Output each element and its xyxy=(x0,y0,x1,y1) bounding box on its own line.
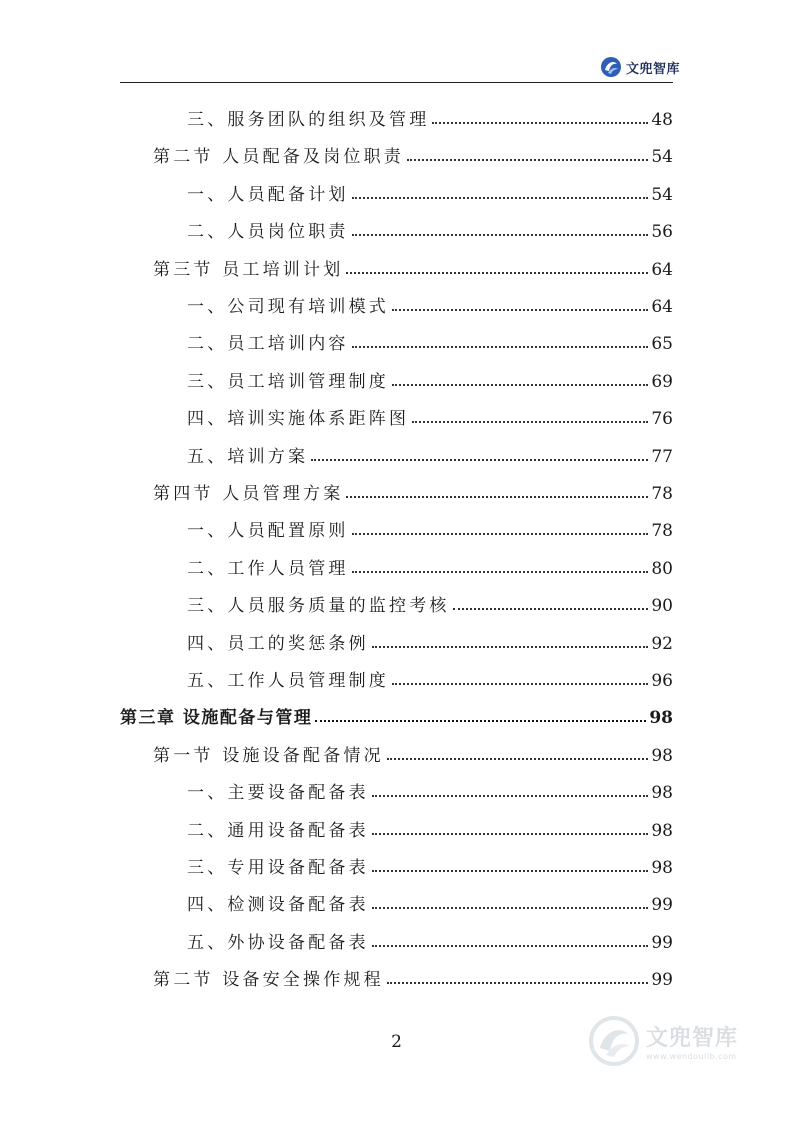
toc-page-number: 98 xyxy=(651,783,673,804)
toc-section-row[interactable] xyxy=(153,736,673,766)
toc-page-number: 56 xyxy=(651,222,673,243)
toc-entry-label: 二、工作人员管理 xyxy=(187,558,349,579)
toc-item-row[interactable] xyxy=(187,586,673,616)
logo-icon xyxy=(600,56,622,78)
toc-entry-label: 一、人员配置原则 xyxy=(187,521,349,542)
toc-dot-leader xyxy=(407,159,648,161)
toc-dot-leader xyxy=(352,571,649,573)
toc-dot-leader xyxy=(372,833,649,835)
toc-item-row[interactable] xyxy=(187,549,673,579)
toc-entry-label: 五、工作人员管理制度 xyxy=(187,671,389,691)
toc-page-number: 90 xyxy=(651,596,673,617)
toc-item-row[interactable] xyxy=(187,624,673,654)
page-number: 2 xyxy=(391,1032,402,1052)
toc-dot-leader xyxy=(352,533,649,535)
toc-item-row[interactable] xyxy=(187,923,673,953)
toc-section-row[interactable] xyxy=(153,960,673,990)
header-divider xyxy=(120,82,673,83)
toc-page-number: 64 xyxy=(651,259,673,280)
toc-dot-leader xyxy=(392,683,648,685)
toc-page-number: 98 xyxy=(651,820,673,841)
toc-dot-leader xyxy=(372,795,649,797)
toc-dot-leader xyxy=(315,720,646,722)
toc-dot-leader xyxy=(392,309,648,311)
toc-dot-leader xyxy=(387,758,649,760)
toc-dot-leader xyxy=(352,346,649,348)
toc-item-row[interactable] xyxy=(187,362,673,392)
toc-page-number: 99 xyxy=(651,895,673,916)
toc-dot-leader xyxy=(387,982,649,984)
watermark-title: 文兜智库 xyxy=(646,1026,739,1051)
toc-entry-label: 一、人员配备计划 xyxy=(187,184,349,205)
watermark-logo-icon xyxy=(588,1015,640,1067)
toc-item-row[interactable] xyxy=(187,811,673,841)
watermark-url: www.wendoulib.com xyxy=(646,1052,737,1061)
toc-entry-label: 第二节 设备安全操作规程 xyxy=(153,970,384,991)
toc-item-row[interactable] xyxy=(187,661,673,691)
toc-entry-label: 第一节 设施设备配备情况 xyxy=(153,745,384,766)
toc-entry-label: 第四节 人员管理方案 xyxy=(153,484,344,504)
toc-item-row[interactable] xyxy=(187,773,673,803)
watermark xyxy=(588,1015,738,1067)
toc-item-row[interactable] xyxy=(187,324,673,354)
toc-page-number: 76 xyxy=(651,409,673,430)
toc-entry-label: 五、培训方案 xyxy=(187,446,309,467)
toc-chapter-row[interactable] xyxy=(120,698,673,728)
toc-entry-label: 三、专用设备配备表 xyxy=(187,858,369,878)
toc-entry-label: 第二节 人员配备及岗位职责 xyxy=(153,147,405,168)
toc-page-number: 48 xyxy=(651,110,673,130)
toc-dot-leader xyxy=(346,496,648,498)
toc-entry-label: 一、公司现有培训模式 xyxy=(187,297,389,317)
toc-page-number: 77 xyxy=(651,446,673,467)
toc-item-row[interactable] xyxy=(187,437,673,467)
toc-section-row[interactable] xyxy=(153,474,673,504)
toc-page-number: 99 xyxy=(651,932,673,953)
toc-item-row[interactable] xyxy=(187,212,673,242)
toc-page-number: 99 xyxy=(651,970,673,991)
toc-page-number: 98 xyxy=(651,858,673,878)
toc-dot-leader xyxy=(352,197,649,199)
toc-dot-leader xyxy=(453,608,649,610)
toc-page-number: 80 xyxy=(651,558,673,579)
toc-item-row[interactable] xyxy=(187,287,673,317)
toc-item-row[interactable] xyxy=(187,100,673,130)
toc-dot-leader xyxy=(311,459,648,461)
toc-item-row[interactable] xyxy=(187,511,673,541)
toc-page-number: 78 xyxy=(651,484,673,504)
toc-entry-label: 四、检测设备配备表 xyxy=(187,895,369,916)
toc-entry-label: 四、员工的奖惩条例 xyxy=(187,633,369,654)
toc-entry-label: 第三节 员工培训计划 xyxy=(153,259,344,280)
toc-item-row[interactable] xyxy=(187,175,673,205)
toc-page-number: 54 xyxy=(651,184,673,205)
toc-item-row[interactable] xyxy=(187,885,673,915)
header-logo xyxy=(600,56,680,78)
toc-dot-leader xyxy=(372,870,649,872)
toc-entry-label: 二、通用设备配备表 xyxy=(187,820,369,841)
toc-entry-label: 三、员工培训管理制度 xyxy=(187,371,389,392)
toc-entry-label: 五、外协设备配备表 xyxy=(187,932,369,953)
toc-dot-leader xyxy=(412,421,648,423)
toc-dot-leader xyxy=(372,907,649,909)
toc-entry-label: 二、人员岗位职责 xyxy=(187,222,349,243)
toc-page-number: 98 xyxy=(651,745,673,766)
toc-entry-label: 第三章 设施配备与管理 xyxy=(120,708,313,729)
toc-item-row[interactable] xyxy=(187,399,673,429)
toc-entry-label: 二、员工培训内容 xyxy=(187,334,349,355)
toc-section-row[interactable] xyxy=(153,137,673,167)
toc-dot-leader xyxy=(346,272,648,274)
toc-dot-leader xyxy=(372,945,649,947)
toc-entry-label: 三、人员服务质量的监控考核 xyxy=(187,596,450,617)
toc-page-number: 92 xyxy=(651,633,673,654)
toc-dot-leader xyxy=(392,384,648,386)
toc-page-number: 65 xyxy=(651,334,673,355)
toc-dot-leader xyxy=(352,234,649,236)
toc-entry-label: 一、主要设备配备表 xyxy=(187,783,369,804)
toc-page-number: 54 xyxy=(651,147,673,168)
toc-item-row[interactable] xyxy=(187,848,673,878)
toc-dot-leader xyxy=(432,122,648,124)
toc-page-number: 98 xyxy=(649,708,673,729)
toc-page-number: 96 xyxy=(651,671,673,691)
toc-section-row[interactable] xyxy=(153,250,673,280)
toc-page-number: 69 xyxy=(651,371,673,392)
toc-page-number: 78 xyxy=(651,521,673,542)
toc-entry-label: 四、培训实施体系距阵图 xyxy=(187,409,410,430)
toc-entry-label: 三、服务团队的组织及管理 xyxy=(187,110,430,130)
toc-page-number: 64 xyxy=(651,297,673,317)
logo-text: 文兜智库 xyxy=(626,61,681,77)
toc-dot-leader xyxy=(372,646,649,648)
